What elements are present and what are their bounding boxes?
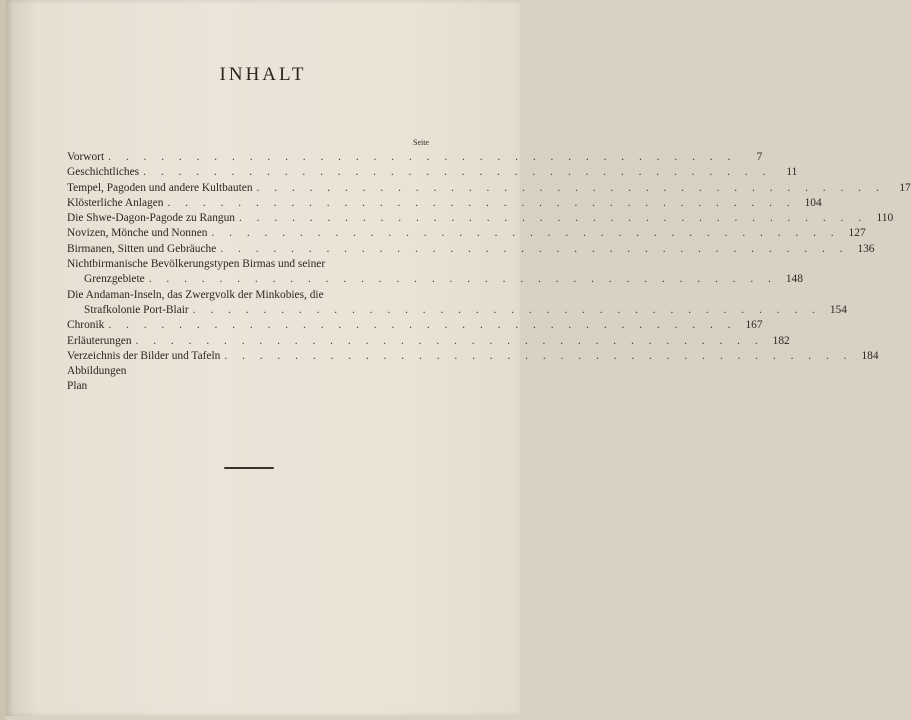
toc-entry-chronik[interactable]	[67, 318, 763, 333]
page-title: INHALT	[219, 64, 307, 85]
toc-entry-title-continued: Grenzgebiete	[84, 273, 145, 286]
toc-entry-title: Tempel, Pagoden und andere Kultbauten	[67, 181, 253, 194]
dot-leader: . . . . . . . . . . . . . . . . . . . . . . . . . . . . . . . . . . . .	[108, 151, 737, 163]
table-of-contents	[67, 136, 911, 395]
dot-leader: . . . . . . . . . . . . . . . . . . . . . . . . . . . . . . . . . . . .	[220, 242, 849, 255]
toc-entry-page: 17	[899, 181, 911, 194]
page-column-label: Seite	[413, 138, 429, 147]
dot-leader: . . . . . . . . . . . . . . . . . . . . . . . . . . . . . . . . . . . .	[148, 273, 777, 286]
toc-entry-bevoelkerungstypen[interactable]	[67, 257, 803, 288]
dot-leader: . . . . . . . . . . . . . . . . . . . . . . . . . . . . . . . . . . . .	[211, 227, 840, 240]
toc-entry-title: Abbildungen	[67, 365, 127, 378]
toc-entry-title: Novizen, Mönche und Nonnen	[67, 227, 208, 240]
toc-entry-page: 7	[756, 151, 763, 163]
toc-entry-page: 110	[876, 212, 894, 225]
toc-entry-title: Chronik	[67, 319, 105, 332]
toc-entry-title: Die Shwe-Dagon-Pagode zu Rangun	[67, 212, 235, 225]
toc-entry-geschichtliches[interactable]	[67, 165, 798, 180]
toc-entry-kloesterliche-anlagen[interactable]	[67, 196, 822, 211]
toc-entry-page: 104	[804, 196, 822, 209]
toc-entry-abbildungen[interactable]	[67, 364, 429, 379]
toc-entry-page: 184	[861, 349, 879, 362]
toc-entry-title: Birmanen, Sitten und Gebräuche	[67, 242, 217, 255]
toc-entry-title: Vorwort	[67, 151, 105, 163]
toc-entry-erlaeuterungen[interactable]	[67, 334, 790, 349]
decorative-rule	[224, 467, 274, 469]
toc-entry-title: Nichtbirmanische Bevölkerungstypen Birmas und seiner	[67, 258, 326, 271]
toc-entry-birmanen[interactable]	[67, 242, 875, 257]
toc-entry-plan[interactable]	[67, 379, 429, 394]
dot-leader: . . . . . . . . . . . . . . . . . . . . . . . . . . . . . . . . . . . .	[108, 319, 737, 332]
toc-entry-title-continued: Strafkolonie Port-Blair	[84, 303, 189, 316]
toc-entry-title: Erläuterungen	[67, 334, 132, 347]
toc-entry-title: Plan	[67, 380, 88, 393]
toc-entry-andaman-inseln[interactable]	[67, 288, 847, 319]
toc-entry-novizen[interactable]	[67, 226, 866, 241]
dot-leader: . . . . . . . . . . . . . . . . . . . . . . . . . . . . . . . . . . . .	[256, 181, 885, 194]
toc-entry-shwe-dagon[interactable]	[67, 211, 894, 226]
dot-leader: . . . . . . . . . . . . . . . . . . . . . . . . . . . . . . . . . . . .	[224, 349, 853, 362]
toc-entry-page: 154	[829, 303, 847, 316]
toc-entry-title: Geschichtliches	[67, 166, 140, 179]
dot-leader: . . . . . . . . . . . . . . . . . . . . . . . . . . . . . . . . . . . .	[135, 334, 764, 347]
toc-entry-page: 167	[745, 319, 763, 332]
toc-entry-tempel[interactable]	[67, 181, 911, 196]
toc-entry-title: Die Andaman-Inseln, das Zwergvolk der Minkobies, die	[67, 288, 324, 301]
toc-entry-page: 127	[848, 227, 866, 240]
dot-leader: . . . . . . . . . . . . . . . . . . . . . . . . . . . . . . . . . . . .	[238, 212, 868, 225]
toc-entry-title: Klösterliche Anlagen	[67, 196, 164, 209]
toc-entry-page: 136	[857, 242, 875, 255]
dot-leader: . . . . . . . . . . . . . . . . . . . . . . . . . . . . . . . . . . . .	[167, 196, 796, 209]
toc-entry-page: 11	[786, 166, 798, 179]
dot-leader: . . . . . . . . . . . . . . . . . . . . . . . . . . . . . . . . . . . .	[192, 303, 821, 316]
dot-leader: . . . . . . . . . . . . . . . . . . . . . . . . . . . . . . . . . . . .	[143, 166, 772, 179]
toc-entry-vorwort[interactable]	[67, 150, 763, 165]
toc-entry-verzeichnis[interactable]	[67, 349, 879, 364]
toc-entry-page: 148	[785, 273, 803, 286]
toc-entry-page: 182	[772, 334, 790, 347]
toc-entry-title: Verzeichnis der Bilder und Tafeln	[67, 349, 221, 362]
